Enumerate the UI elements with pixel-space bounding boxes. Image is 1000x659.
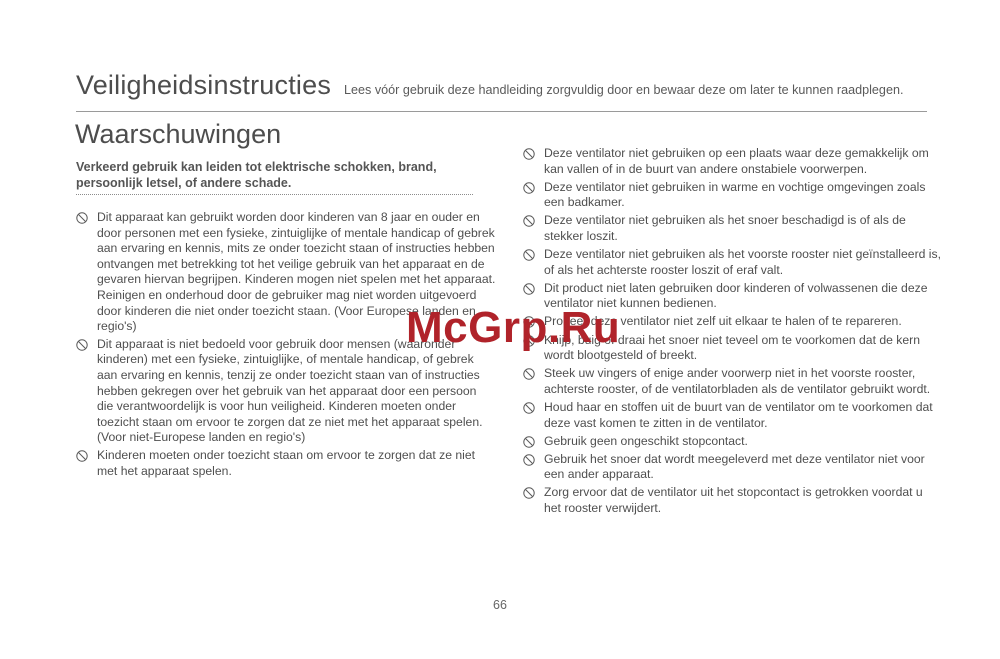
prohibited-icon [523, 249, 535, 261]
intro-dotted-divider [76, 194, 473, 195]
warning-text: Probeer deze ventilator niet zelf uit elkaar te halen of te repareren. [544, 314, 902, 329]
warning-text: Deze ventilator niet gebruiken als het voorste rooster niet geïnstalleerd is, of als het achterste rooster loszit of eraf valt. [544, 247, 941, 277]
page-number: 66 [493, 598, 507, 612]
prohibited-icon [523, 148, 535, 160]
prohibited-icon [76, 450, 88, 462]
warning-text: Houd haar en stoffen uit de buurt van de ventilator om te voorkomen dat deze vast komen te zitten in de ventilator. [544, 399, 933, 430]
prohibited-icon [523, 215, 535, 227]
warning-text: Dit product niet laten gebruiken door kinderen of volwassenen die deze ventilator niet kunnen bedienen. [544, 280, 928, 311]
warning-text: Deze ventilator niet gebruiken in warme en vochtige omgevingen zoals een badkamer. [544, 179, 926, 210]
warning-item [523, 366, 943, 397]
section-title: Waarschuwingen [75, 119, 282, 149]
warning-text: Gebruik geen ongeschikt stopcontact. [544, 433, 748, 448]
warning-item [523, 213, 943, 244]
warning-item [523, 452, 943, 483]
prohibited-icon [76, 339, 88, 351]
warning-text: Deze ventilator niet gebruiken op een plaats waar deze gemakkelijk om kan vallen of in de buurt van andere onstabiele voorwerpen. [544, 146, 929, 176]
header-divider [76, 111, 927, 112]
watermark-logo: McGrp.Ru [406, 303, 621, 352]
prohibited-icon [523, 402, 535, 414]
warning-item [523, 180, 943, 211]
page-header [76, 70, 926, 110]
warning-item [523, 400, 943, 431]
prohibited-icon [523, 454, 535, 466]
warning-text: Zorg ervoor dat de ventilator uit het stopcontact is getrokken voordat u het rooster verwijdert. [544, 485, 923, 515]
section-intro: Verkeerd gebruik kan leiden tot elektrische schokken, brand, persoonlijk letsel, of andere schade. [76, 160, 437, 190]
page-title: Veiligheidsinstructies [76, 70, 332, 100]
prohibited-icon [523, 487, 535, 499]
warning-text: Dit apparaat kan gebruikt worden door kinderen van 8 jaar en ouder en door personen met een fysieke, zintuiglijke of mentale handicap of gebrek aan ervaring en kennis, mits ze onder toezicht staan of instructies hebben ontvangen met betrekking tot het veilige gebruik van het apparaat en de gevaren hiervan begrijpen. Kinderen mogen niet spelen met het apparaat. Reinigen en onderhoud door de gebruiker mag niet worden uitgevoerd door kinderen die niet onder toezicht staan. (Voor Europese landen en regio's) [97, 210, 496, 334]
warning-item [76, 448, 496, 479]
warning-item [523, 247, 943, 278]
warning-text: Deze ventilator niet gebruiken als het snoer beschadigd is of als de stekker loszit. [544, 213, 906, 243]
warning-item [76, 337, 496, 446]
warning-text: Dit apparaat is niet bedoeld voor gebruik door mensen (waaronder kinderen) met een fysieke, zintuiglijke, of mentale handicap, of gebrek aan ervaring en kennis, tenzij ze onder toezicht staan van of instructies hebben gekregen over het gebruik van het apparaat door een persoon die verantwoordelijk is voor hun veiligheid. Kinderen moeten onder toezicht staan om ervoor te zorgen dat ze niet met het apparaat spelen. (Voor niet-Europese landen en regio's) [97, 336, 483, 445]
warning-text: Kinderen moeten onder toezicht staan om ervoor te zorgen dat ze niet met het apparaat spelen. [97, 447, 476, 478]
warning-item [523, 434, 943, 450]
warning-item [523, 146, 943, 177]
warning-text: Knijp, buig of draai het snoer niet teveel om te voorkomen dat de kern wordt blootgesteld of breekt. [544, 332, 921, 363]
prohibited-icon [523, 436, 535, 448]
prohibited-icon [76, 212, 88, 224]
prohibited-icon [523, 283, 535, 295]
warning-text: Gebruik het snoer dat wordt meegeleverd met deze ventilator niet voor een ander apparaat. [544, 451, 925, 482]
prohibited-icon [523, 182, 535, 194]
warning-item [523, 485, 943, 516]
warning-text: Steek uw vingers of enige ander voorwerp niet in het voorste rooster, achterste rooster, of de ventilatorbladen als de ventilator gebruikt wordt. [544, 366, 931, 396]
prohibited-icon [523, 368, 535, 380]
page-subtitle: Lees vóór gebruik deze handleiding zorgvuldig door en bewaar deze om later te kunnen raadplegen. [344, 83, 904, 97]
